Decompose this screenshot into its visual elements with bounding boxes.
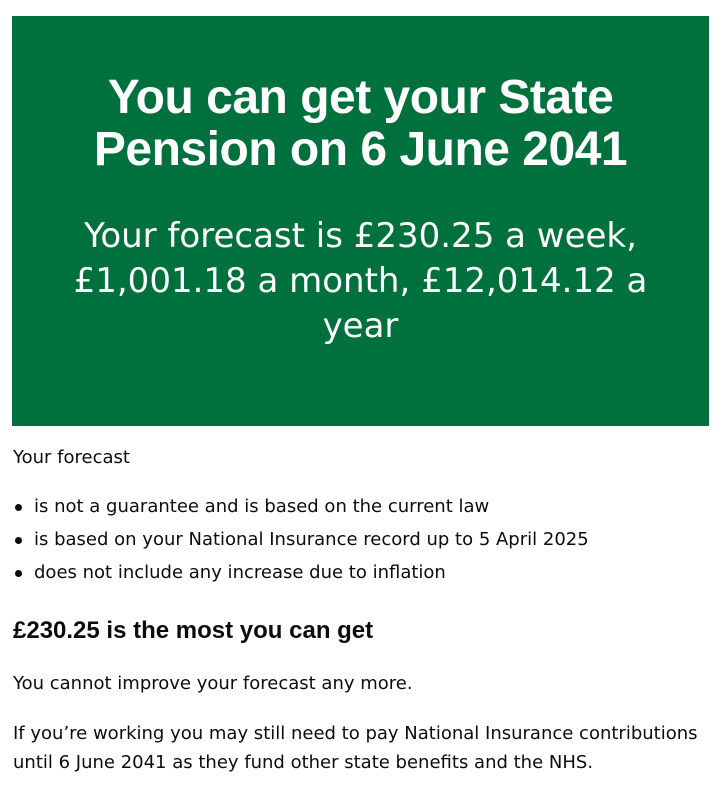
forecast-summary: Your forecast is £230.25 a week, £1,001.18 a month, £12,014.12 a year (73, 216, 648, 346)
state-pension-panel (12, 16, 709, 426)
panel-title: You can get your State Pension on 6 June 2041 (93, 71, 628, 176)
bullet-item (13, 558, 703, 587)
bullet-text: is not a guarantee and is based on the current law (34, 496, 490, 517)
forecast-intro: Your forecast (13, 447, 130, 468)
max-amount-heading: £230.25 is the most you can get (13, 617, 374, 644)
cannot-improve-text: You cannot improve your forecast any more. (13, 673, 413, 694)
ni-contributions-text: If you’re working you may still need to pay National Insurance contributions until 6 June 2041 as they fund other state benefits and the NHS. (13, 723, 698, 773)
forecast-bullet-list (13, 492, 703, 587)
bullet-item (13, 492, 703, 521)
forecast-details (13, 443, 703, 777)
bullet-icon (15, 570, 22, 577)
bullet-item (13, 525, 703, 554)
bullet-text: does not include any increase due to inflation (34, 562, 446, 583)
bullet-icon (15, 504, 22, 511)
bullet-text: is based on your National Insurance record up to 5 April 2025 (34, 529, 589, 550)
bullet-icon (15, 537, 22, 544)
